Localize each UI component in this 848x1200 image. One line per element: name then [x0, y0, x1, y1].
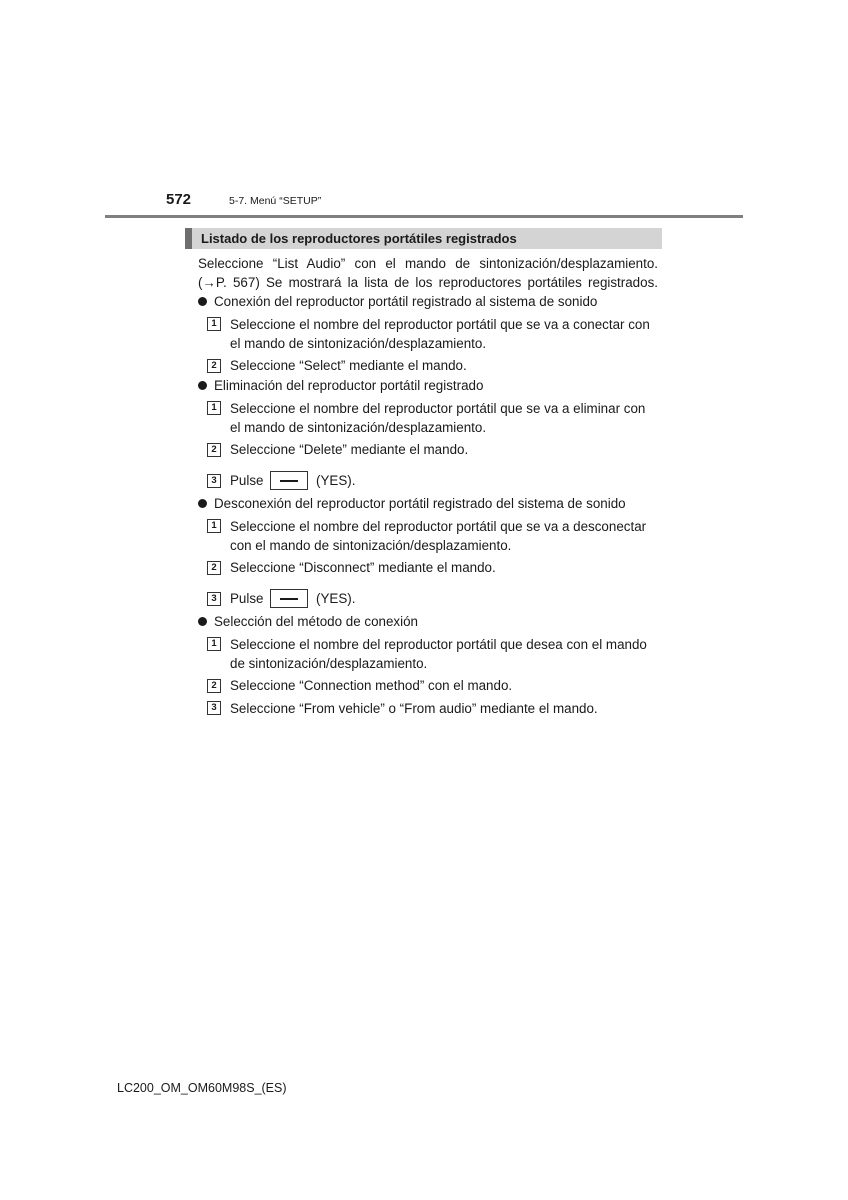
step-number: 3 — [207, 592, 221, 606]
section-label: 5-7. Menú “SETUP” — [229, 195, 322, 207]
intro-line-2: (→P. 567) Se mostrará la lista de los reproductores portátiles registrados. — [198, 275, 658, 290]
dash-icon — [280, 598, 298, 600]
step-text: (YES). — [316, 473, 356, 488]
step-text: (YES). — [316, 591, 356, 606]
group-heading: Conexión del reproductor portátil registrado al sistema de sonido — [214, 294, 598, 309]
step-text: Seleccione “Disconnect” mediante el mando. — [230, 560, 496, 575]
step-text: Seleccione “Delete” mediante el mando. — [230, 442, 469, 457]
step-text: Seleccione el nombre del reproductor portátil que se va a desconectar — [230, 519, 647, 534]
step-number: 1 — [207, 519, 221, 533]
group-heading: Selección del método de conexión — [214, 614, 418, 629]
step-text: Pulse — [230, 473, 264, 488]
group-heading: Desconexión del reproductor portátil registrado del sistema de sonido — [214, 496, 626, 511]
step-number: 3 — [207, 474, 221, 488]
step-number: 2 — [207, 561, 221, 575]
intro-line-1: Seleccione “List Audio” con el mando de sintonización/desplazamiento. — [198, 256, 658, 271]
dash-icon — [280, 480, 298, 482]
step-number: 1 — [207, 317, 221, 331]
step-text: Pulse — [230, 591, 264, 606]
yes-button-icon — [270, 471, 308, 490]
document-code: LC200_OM_OM60M98S_(ES) — [117, 1081, 287, 1095]
step-text: Seleccione “From vehicle” o “From audio” mediante el mando. — [230, 701, 598, 716]
bullet-icon — [198, 381, 207, 390]
bullet-icon — [198, 617, 207, 626]
step-text-cont: con el mando de sintonización/desplazamiento. — [230, 538, 512, 553]
header-divider — [105, 215, 743, 218]
step-text: Seleccione el nombre del reproductor portátil que se va a eliminar con — [230, 401, 646, 416]
step-text-cont: de sintonización/desplazamiento. — [230, 656, 428, 671]
yes-button-icon — [270, 589, 308, 608]
step-text-cont: el mando de sintonización/desplazamiento. — [230, 420, 487, 435]
step-number: 3 — [207, 701, 221, 715]
group-heading: Eliminación del reproductor portátil registrado — [214, 378, 484, 393]
step-number: 1 — [207, 401, 221, 415]
bullet-icon — [198, 499, 207, 508]
section-title: Listado de los reproductores portátiles registrados — [201, 231, 517, 246]
bullet-icon — [198, 297, 207, 306]
step-text: Seleccione el nombre del reproductor portátil que desea con el mando — [230, 637, 647, 652]
step-text-cont: el mando de sintonización/desplazamiento. — [230, 336, 487, 351]
step-number: 2 — [207, 679, 221, 693]
section-title-bar — [185, 228, 662, 249]
step-number: 1 — [207, 637, 221, 651]
step-number: 2 — [207, 359, 221, 373]
step-text: Seleccione “Connection method” con el mando. — [230, 678, 513, 693]
step-text: Seleccione “Select” mediante el mando. — [230, 358, 467, 373]
page-number: 572 — [166, 191, 192, 208]
step-text: Seleccione el nombre del reproductor portátil que se va a conectar con — [230, 317, 650, 332]
step-number: 2 — [207, 443, 221, 457]
